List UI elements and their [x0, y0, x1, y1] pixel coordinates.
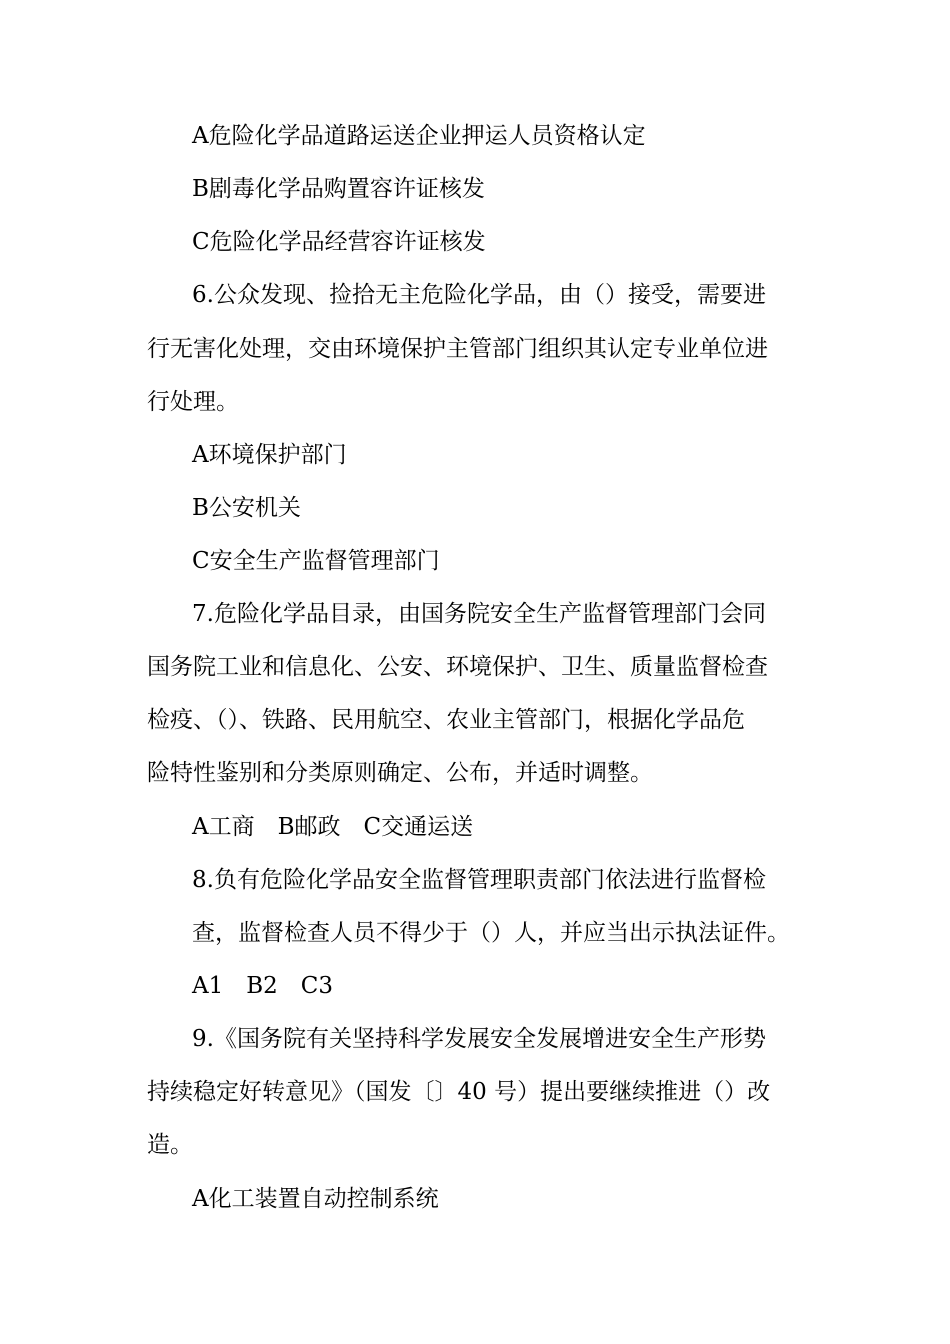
option-5c: C危险化学品经营容许证核发 — [192, 229, 486, 255]
question-9-line-3: 造。 — [147, 1132, 193, 1158]
question-8-line-1: 8.负有危险化学品安全监督管理职责部门依法进行监督检 — [192, 867, 766, 893]
option-5a: A危险化学品道路运送企业押运人员资格认定 — [192, 123, 646, 149]
question-6-line-1: 6.公众发现、捡拾无主危险化学品，由（）接受，需要进 — [192, 282, 766, 308]
option-5b: B剧毒化学品购置容许证核发 — [192, 176, 485, 202]
option-6a: A环境保护部门 — [192, 442, 347, 468]
question-9-line-2: 持续稳定好转意见》（国发〔〕40 号）提出要继续推进（）改 — [147, 1079, 771, 1105]
options-8: A1 B2 C3 — [192, 973, 334, 999]
question-7-line-4: 险特性鉴别和分类原则确定、公布，并适时调整。 — [147, 760, 653, 786]
question-7-line-3: 检疫、（）、铁路、民用航空、农业主管部门，根据化学品危 — [147, 707, 745, 733]
question-7-line-1: 7.危险化学品目录，由国务院安全生产监督管理部门会同 — [192, 601, 766, 627]
question-6-line-2: 行无害化处理，交由环境保护主管部门组织其认定专业单位进 — [147, 336, 768, 362]
option-9a: A化工装置自动控制系统 — [192, 1186, 439, 1212]
question-9-line-1: 9.《国务院有关坚持科学发展安全发展增进安全生产形势 — [192, 1026, 766, 1052]
option-6b: B公安机关 — [192, 495, 301, 521]
options-7: A工商 B邮政 C交通运送 — [192, 814, 474, 840]
question-6-line-3: 行处理。 — [147, 389, 239, 415]
question-7-line-2: 国务院工业和信息化、公安、环境保护、卫生、质量监督检查 — [147, 654, 768, 680]
question-8-line-2: 查，监督检查人员不得少于（）人，并应当出示执法证件。 — [192, 920, 790, 946]
option-6c: C安全生产监督管理部门 — [192, 548, 440, 574]
